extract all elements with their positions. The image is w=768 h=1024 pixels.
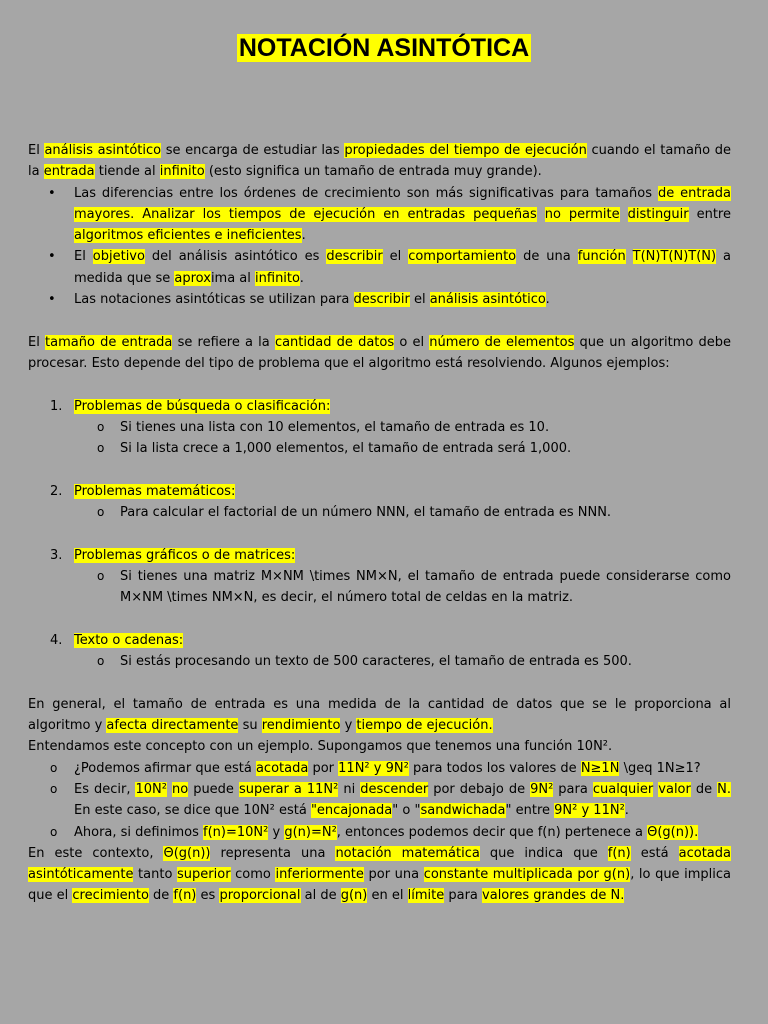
o-list-item: o Es decir, 10N² no puede superar a 11N² ni descender por debajo de 9N² para cualquier valor de N. En este caso, se dice que 10N² está "encajonada" o "sandwichada" entre 9N² y 11N². xyxy=(28,779,731,822)
sub-marker: o xyxy=(97,568,105,583)
o-list-item: o ¿Podemos afirmar que está acotada por 11N² y 9N² para todos los valores de N≥1N \geq 1N≥1? xyxy=(28,758,731,779)
document-body xyxy=(28,140,731,907)
intro-paragraph: El análisis asintótico se encarga de estudiar las propiedades del tiempo de ejecución cuando el tamaño de la entrada tiende al infinito (esto significa un tamaño de entrada muy grande). xyxy=(28,143,731,180)
input-size-paragraph: El tamaño de entrada se refiere a la cantidad de datos o el número de elementos que un algoritmo debe procesar. Esto depende del tipo de problema que el algoritmo está resolviendo. Algunos ejemplos: xyxy=(28,334,732,371)
example-heading: 3. Problemas gráficos o de matrices: xyxy=(50,547,296,563)
closing-paragraph: En este contexto, Θ(g(n)) representa una notación matemática que indica que f(n) está acotada asintóticamente tanto superior como inferiormente por una constante multiplicada por g(n), lo que implica que el crecimiento de f(n) es proporcional al de g(n) en el límite para valores grandes de N. xyxy=(28,845,732,904)
sub-marker: o xyxy=(50,760,58,775)
example-heading: 2. Problemas matemáticos: xyxy=(50,483,236,499)
bullet-item: • Las notaciones asintóticas se utilizan para describir el análisis asintótico. xyxy=(28,289,731,310)
sub-marker: o xyxy=(97,654,105,669)
sub-marker: o xyxy=(97,505,105,520)
bullet-marker: • xyxy=(48,185,56,201)
bullet-marker: • xyxy=(48,292,56,308)
example-item: o Si tienes una lista con 10 elementos, el tamaño de entrada es 10. xyxy=(28,417,731,438)
example-item: o Si estás procesando un texto de 500 caracteres, el tamaño de entrada es 500. xyxy=(28,651,731,672)
bullet-marker: • xyxy=(48,249,56,265)
example-item: o Si tienes una matriz M×NM \times NM×N, el tamaño de entrada puede considerarse como M×NM \times NM×N, es decir, el número total de celdas en la matriz. xyxy=(28,566,731,609)
example-heading: 1. Problemas de búsqueda o clasificación: xyxy=(50,398,331,414)
sub-marker: o xyxy=(50,824,58,839)
sub-marker: o xyxy=(97,419,105,434)
sub-marker: o xyxy=(50,781,58,796)
o-list-item: o Ahora, si definimos f(n)=10N² y g(n)=N², entonces podemos decir que f(n) pertenece a Θ(g(n)). xyxy=(28,822,731,843)
example-heading: 4. Texto o cadenas: xyxy=(50,632,184,648)
example-intro: Entendamos este concepto con un ejemplo. Supongamos que tenemos una función 10N². xyxy=(28,739,613,755)
bullet-item: • El objetivo del análisis asintótico es describir el comportamiento de una función T(N)T(N)T(N) a medida que se aproxima al infinito. xyxy=(28,246,731,289)
bullet-item: • Las diferencias entre los órdenes de crecimiento son más significativas para tamaños de entrada mayores. Analizar los tiempos de ejecución en entradas pequeñas no permite distinguir entre algoritmos eficientes e ineficientes. xyxy=(28,183,731,247)
example-item: o Para calcular el factorial de un número NNN, el tamaño de entrada es NNN. xyxy=(28,502,731,523)
example-item: o Si la lista crece a 1,000 elementos, el tamaño de entrada será 1,000. xyxy=(28,438,731,459)
page-title: NOTACIÓN ASINTÓTICA xyxy=(238,34,530,62)
general-paragraph: En general, el tamaño de entrada es una medida de la cantidad de datos que se le proporciona al algoritmo y afecta directamente su rendimiento y tiempo de ejecución. xyxy=(28,696,731,734)
sub-marker: o xyxy=(97,441,105,456)
